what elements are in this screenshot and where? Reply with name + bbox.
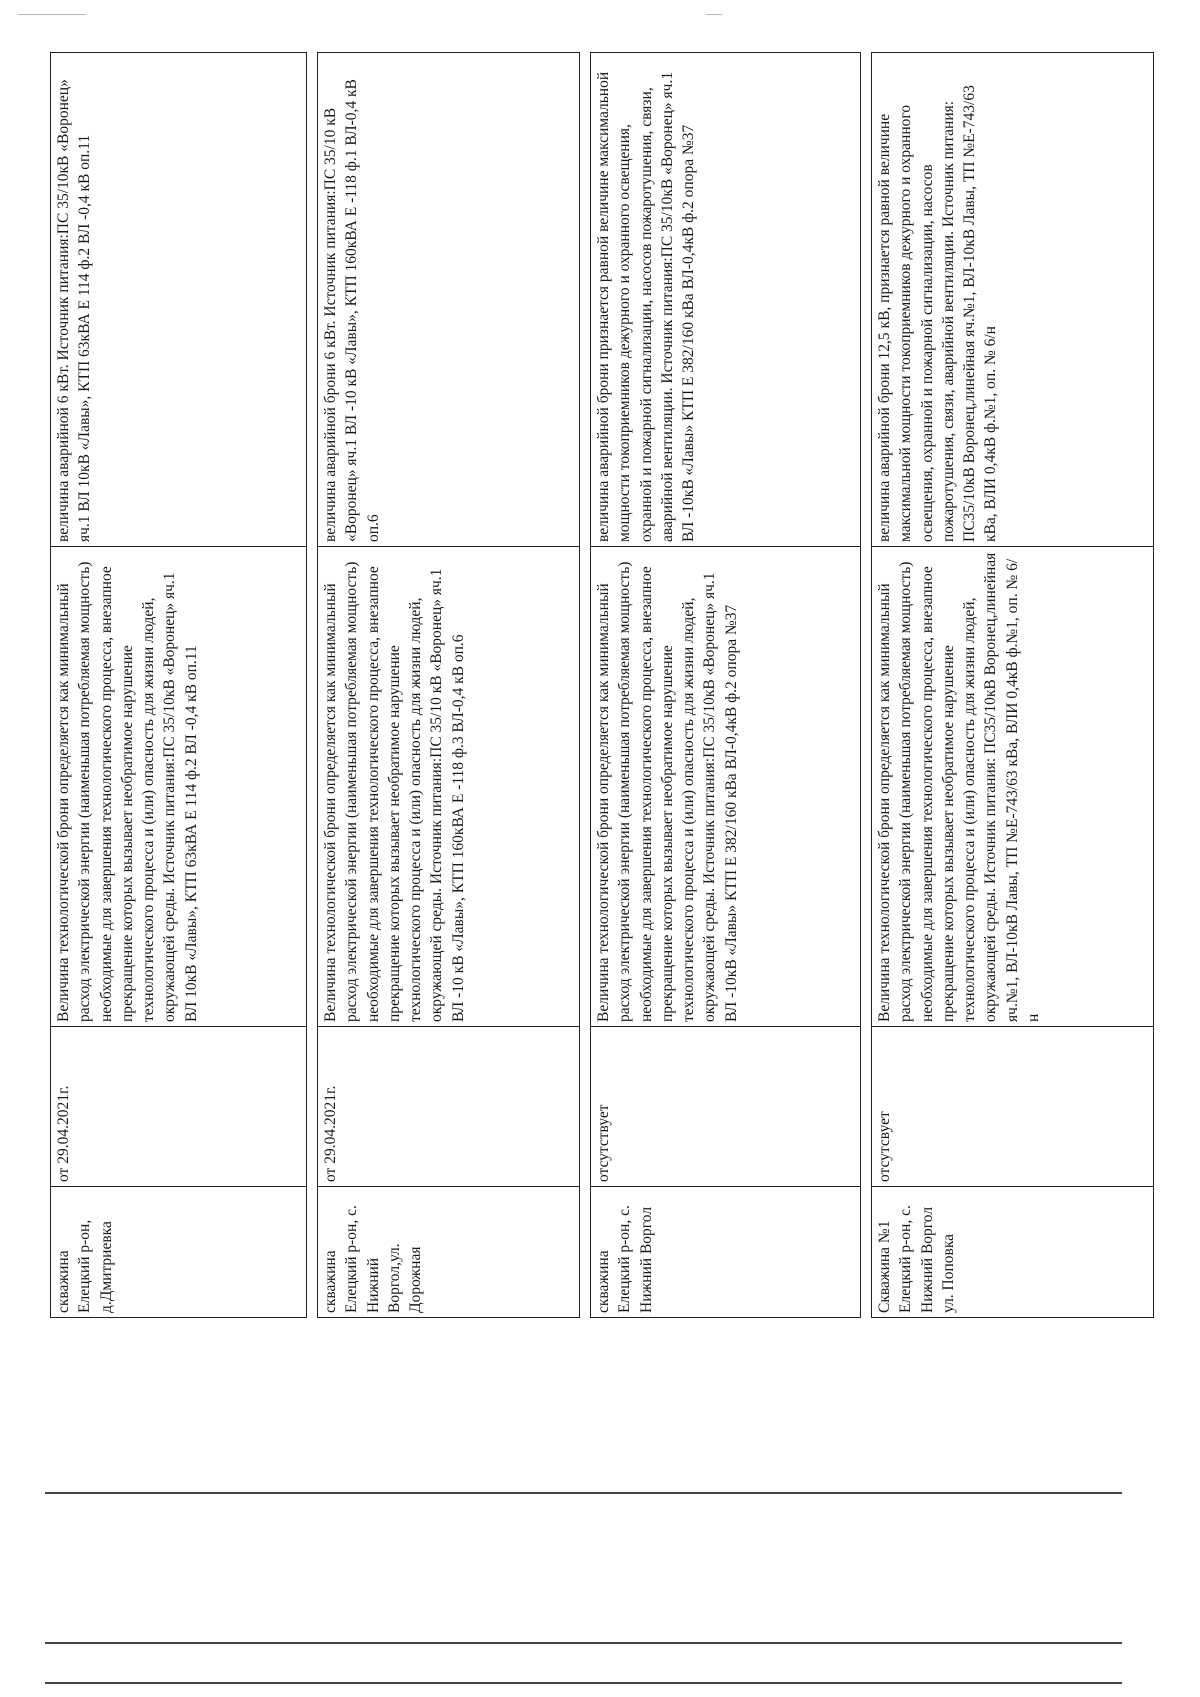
tech-reserve-cell: Величина технологической брони определяется как минимальный расход электрической энергии (наименьшая потребляемая мощность) необходимые для завершения технологического процесса, внезапное прекращение которых вызывает необратимое нарушение технологического процесса и (или) опасность для жизни людей, окружающей среды. Источник питания:ПС 35/10 кВ «Воронец» яч.1 ВЛ -10 кВ «Лавы», КТП 160кВА Е -118 ф.3 ВЛ-0,4 кВ оп.6 <box>318 547 580 1027</box>
rotated-page-content <box>50 53 1128 1318</box>
horizontal-rule <box>45 1492 1122 1494</box>
row-gap <box>580 53 591 1318</box>
object-cell: скважина Елецкий р-он, с. Нижний Воргол,ул. Дорожная <box>318 1187 580 1318</box>
table-row <box>591 53 861 1318</box>
table-row <box>872 53 1154 1318</box>
row-gap <box>307 53 318 1318</box>
tech-reserve-cell: Величина технологической брони определяется как минимальный расход электрической энергии (наименьшая потребляемая мощность) необходимые для завершения технологического процесса, внезапное прекращение которых вызывает необратимое нарушение технологического процесса и (или) опасность для жизни людей, окружающей среды. Источник питания:ПС 35/10кВ «Воронец» яч.1 ВЛ 10кВ «Лавы», КТП 63кВА Е 114 ф.2 ВЛ -0,4 кВ оп.11 <box>51 547 307 1027</box>
scan-edge-mark <box>18 14 86 15</box>
date-cell: от 29.04.2021г. <box>51 1027 307 1187</box>
emergency-reserve-cell: величина аварийной брони признается равной величине максимальной мощности токоприемников дежурного и охранного освещения, охранной и пожарной сигнализации, насосов пожаротушения, связи, аварийной вентиляции. Источник питания:ПС 35/10кВ «Воронец» яч.1 ВЛ -10кВ «Лавы» КТП Е 382/160 кВа ВЛ-0,4кВ ф.2 опора №37 <box>591 53 861 547</box>
emergency-reserve-cell: величина аварийной брони 12,5 кВ, признается равной величине максимальной мощности токоприемников дежурного и охранного освещения, охранной и пожарной сигнализации, насосов пожаротушения, связи, аварийной вентиляции. Источник питания: ПС35/10кВ Воронец,линейная яч.№1, ВЛ-10кВ Лавы, ТП №Е-743/63 кВа, ВЛИ 0,4кВ ф.№1, оп. № 6/н <box>872 53 1154 547</box>
tech-reserve-cell: Величина технологической брони определяется как минимальный расход электрической энергии (наименьшая потребляемая мощность) необходимые для завершения технологического процесса, внезапное прекращение которых вызывает необратимое нарушение технологического процесса и (или) опасность для жизни людей, окружающей среды. Источник питания: ПС35/10кВ Воронец,линейная яч.№1, ВЛ-10кВ Лавы, ТП №Е-743/63 кВа, ВЛИ 0,4кВ ф.№1, оп. № 6/н <box>872 547 1154 1027</box>
tech-reserve-cell: Величина технологической брони определяется как минимальный расход электрической энергии (наименьшая потребляемая мощность) необходимые для завершения технологического процесса, внезапное прекращение которых вызывает необратимое нарушение технологического процесса и (или) опасность для жизни людей, окружающей среды. Источник питания:ПС 35/10кВ «Воронец» яч.1 ВЛ -10кВ «Лавы» КТП Е 382/160 кВа ВЛ-0,4кВ ф.2 опора №37 <box>591 547 861 1027</box>
power-reserve-table <box>50 52 1154 1318</box>
object-cell: скважина Елецкий р-он, с. Нижний Воргол <box>591 1187 861 1318</box>
row-gap <box>861 53 872 1318</box>
emergency-reserve-cell: величина аварийной брони 6 кВт. Источник питания:ПС 35/10 кВ «Воронец» яч.1 ВЛ -10 кВ «Лавы», КТП 160кВА Е -118 ф.1 ВЛ-0,4 кВ оп.6 <box>318 53 580 547</box>
date-cell: отсутствует <box>591 1027 861 1187</box>
emergency-reserve-cell: величина аварийной 6 кВт. Источник питания:ПС 35/10кВ «Воронец» яч.1 ВЛ 10кВ «Лавы», КТП 63кВА Е 114 ф.2 ВЛ -0,4 кВ оп.11 <box>51 53 307 547</box>
object-cell: Скважина №1 Елецкий р-он, с. Нижний Воргол ул. Поповка <box>872 1187 1154 1318</box>
horizontal-rule <box>45 1682 1122 1684</box>
table-row <box>318 53 580 1318</box>
horizontal-rule <box>45 1642 1122 1644</box>
date-cell: отсутсвует <box>872 1027 1154 1187</box>
table-row <box>51 53 307 1318</box>
date-cell: от 29.04.2021г. <box>318 1027 580 1187</box>
scan-edge-mark <box>706 14 722 15</box>
object-cell: скважина Елецкий р-он, д.Дмитриевка <box>51 1187 307 1318</box>
